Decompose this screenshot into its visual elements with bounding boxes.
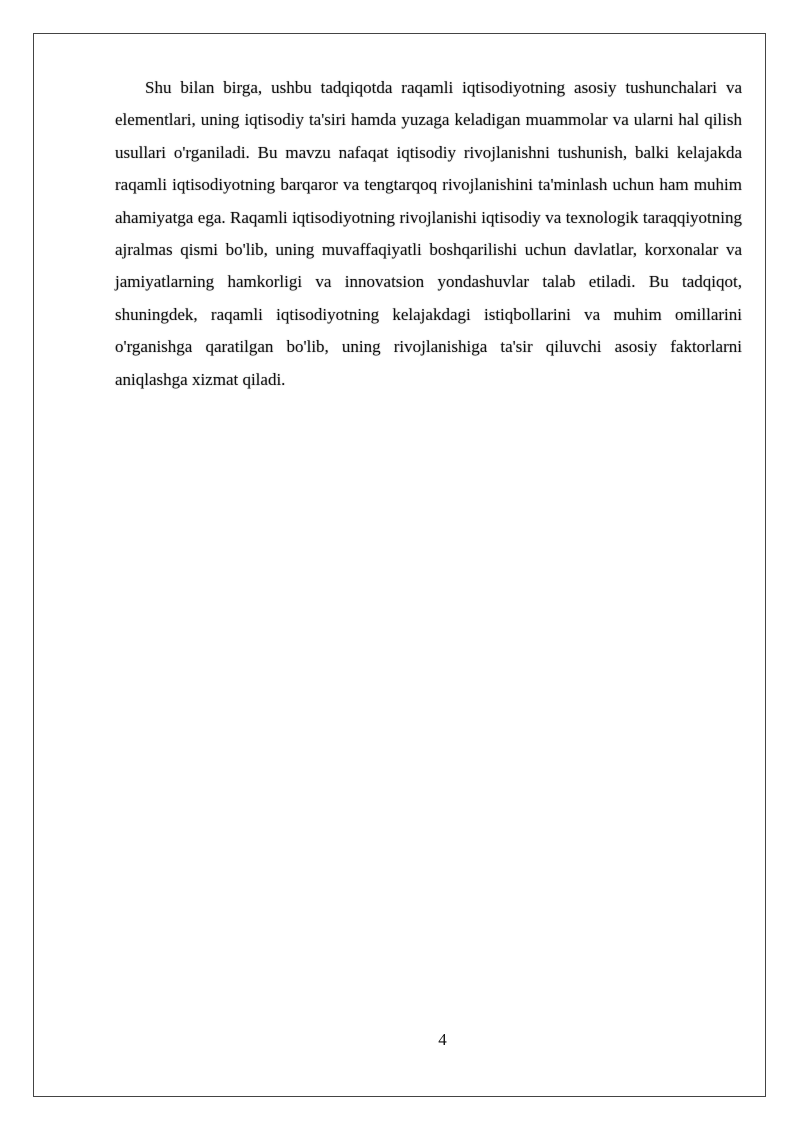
page-number: 4 bbox=[438, 1030, 447, 1049]
body-paragraph: Shu bilan birga, ushbu tadqiqotda raqamli iqtisodiyotning asosiy tushunchalari va elementlari, uning iqtisodiy ta'siri hamda yuzaga keladigan muammolar va ularni hal qilish usullari o'rganiladi. Bu mavzu nafaqat iqtisodiy rivojlanishni tushunish, balki kelajakda raqamli iqtisodiyotning barqaror va tengtarqoq rivojlanishini ta'minlash uchun ham muhim ahamiyatga ega. Raqamli iqtisodiyotning rivojlanishi iqtisodiy va texnologik taraqqiyotning ajralmas qismi bo'lib, uning muvaffaqiyatli boshqarilishi uchun davlatlar, korxonalar va jamiyatlarning hamkorligi va innovatsion yondashuvlar talab etiladi. Bu tadqiqot, shuningdek, raqamli iqtisodiyotning kelajakdagi istiqbollarini va muhim omillarini o'rganishga qaratilgan bo'lib, uning rivojlanishiga ta'sir qiluvchi asosiy faktorlarni aniqlashga xizmat qiladi. bbox=[115, 78, 742, 389]
